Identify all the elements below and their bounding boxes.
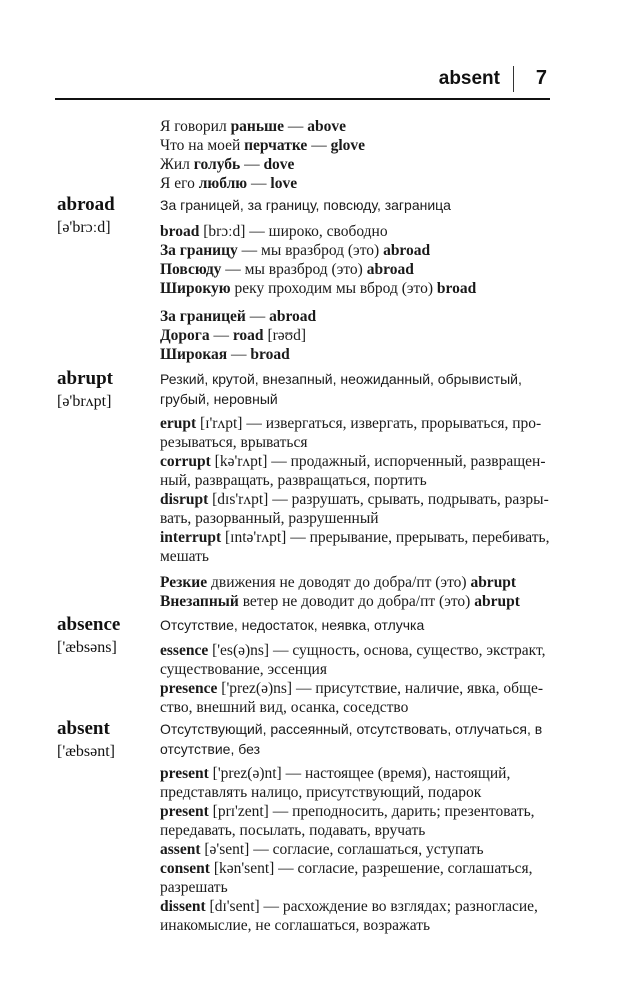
related-word: broad [brɔːd] — широко, свободно [160, 223, 388, 240]
mnemonic-verse [160, 307, 552, 364]
header-rule [55, 98, 550, 100]
transcription: ['æbsəns] [57, 639, 117, 656]
related-words: present ['prez(ə)nt] — настоящее (время), настоящий, представлять налицо, присутствующий, подарок present [prɪ'zent] — преподносить, дарить; презентовать, передавать, посылать, подавать, вручать assent [ə'sent] — согласие, соглашаться, уступать consent [kən'sent] — согласие, разрешение, соглашаться, разрешать dissent [dɪ'sent] — расхождение во взглядах; разногласие, инакомыслие, не соглашаться, возражать [160, 764, 552, 935]
page-number: 7 [535, 67, 547, 89]
translation: Отсутствие, недостаток, неявка, отлучка [160, 617, 425, 633]
mnemo-line: Внезапный ветер не доводит до добра/пт (это) abrupt [160, 593, 520, 610]
mnemo-line: Широкую реку проходим мы вброд (это) broad [160, 280, 477, 297]
related-words: essence ['es(ə)ns] — сущность, основа, существо, экстракт, существование, эссенция presence ['prez(ə)ns] — присутствие, наличие, явка, обще- ство, внешний вид, осанка, соседство [160, 641, 552, 717]
mnemonic-verse [160, 573, 552, 611]
related-word: dissent [dɪ'sent] — расхождение во взглядах; разногласие, [160, 898, 538, 915]
related-word: present ['prez(ə)nt] — настоящее (время), настоящий, [160, 765, 511, 782]
related-word: corrupt [kə'rʌpt] — продажный, испорченный, развращен- [160, 453, 546, 470]
related-word: consent [kən'sent] — согласие, разрешение, соглашаться, [160, 860, 533, 877]
mnemo-line: Резкие движения не доводят до добра/пт (это) abrupt [160, 574, 517, 591]
intro-verse [160, 117, 552, 193]
mnemo-line: Дорога — road [rəʊd] [160, 327, 307, 344]
headword: absence [57, 614, 121, 635]
translation: Резкий, крутой, внезапный, неожиданный, обрывистый, грубый, неровный [160, 371, 522, 407]
header-separator [513, 66, 514, 92]
translation: За границей, за границу, повсюду, заграница [160, 197, 451, 213]
mnemo-line: За границей — abroad [160, 308, 317, 325]
related-word: erupt [ɪ'rʌpt] — извергаться, извергать, прорываться, про- [160, 415, 542, 432]
related-word: present [prɪ'zent] — преподносить, дарить; презентовать, [160, 803, 535, 820]
headword: absent [57, 718, 110, 739]
related-word: essence ['es(ə)ns] — сущность, основа, существо, экстракт, [160, 642, 546, 659]
related-word: assent [ə'sent] — согласие, соглашаться, уступать [160, 841, 484, 858]
verse-line: Я говорил раньше — above [160, 118, 347, 135]
transcription: [ə'brɔːd] [57, 219, 111, 236]
header-word: absent [438, 68, 500, 89]
headword: abroad [57, 194, 115, 215]
verse-line: Что на моей перчатке — glove [160, 137, 365, 154]
running-header [55, 62, 550, 100]
entry-absent [57, 718, 115, 763]
translation: Отсутствующий, рассеянный, отсутствовать, отлучаться, в отсутствие, без [160, 721, 543, 757]
related-words: erupt [ɪ'rʌpt] — извергаться, извергать, прорываться, про- резываться, врываться corrupt [kə'rʌpt] — продажный, испорченный, развращен- ный, развращать, развращаться, портить disrupt [dɪs'rʌpt] — разрушать, срывать, подрывать, разры- вать, разорванный, разрушенный interrupt [ɪntə'rʌpt] — прерывание, прерывать, перебивать, мешать [160, 414, 552, 566]
mnemo-line: Повсюду — мы вразброд (это) abroad [160, 261, 414, 278]
entry-abroad [57, 194, 115, 239]
mnemo-line: За границу — мы вразброд (это) abroad [160, 242, 431, 259]
transcription: ['æbsənt] [57, 743, 115, 760]
headword: abrupt [57, 368, 113, 389]
related-words [160, 222, 552, 298]
entry-abrupt [57, 368, 113, 413]
transcription: [ə'brʌpt] [57, 393, 112, 410]
entry-absence [57, 614, 120, 659]
related-word: presence ['prez(ə)ns] — присутствие, наличие, явка, обще- [160, 680, 543, 697]
related-word: disrupt [dɪs'rʌpt] — разрушать, срывать, подрывать, разры- [160, 491, 549, 508]
verse-line: Жил голубь — dove [160, 156, 295, 173]
verse-line: Я его люблю — love [160, 175, 298, 192]
mnemo-line: Широкая — broad [160, 346, 290, 363]
related-word: interrupt [ɪntə'rʌpt] — прерывание, прерывать, перебивать, [160, 529, 550, 546]
